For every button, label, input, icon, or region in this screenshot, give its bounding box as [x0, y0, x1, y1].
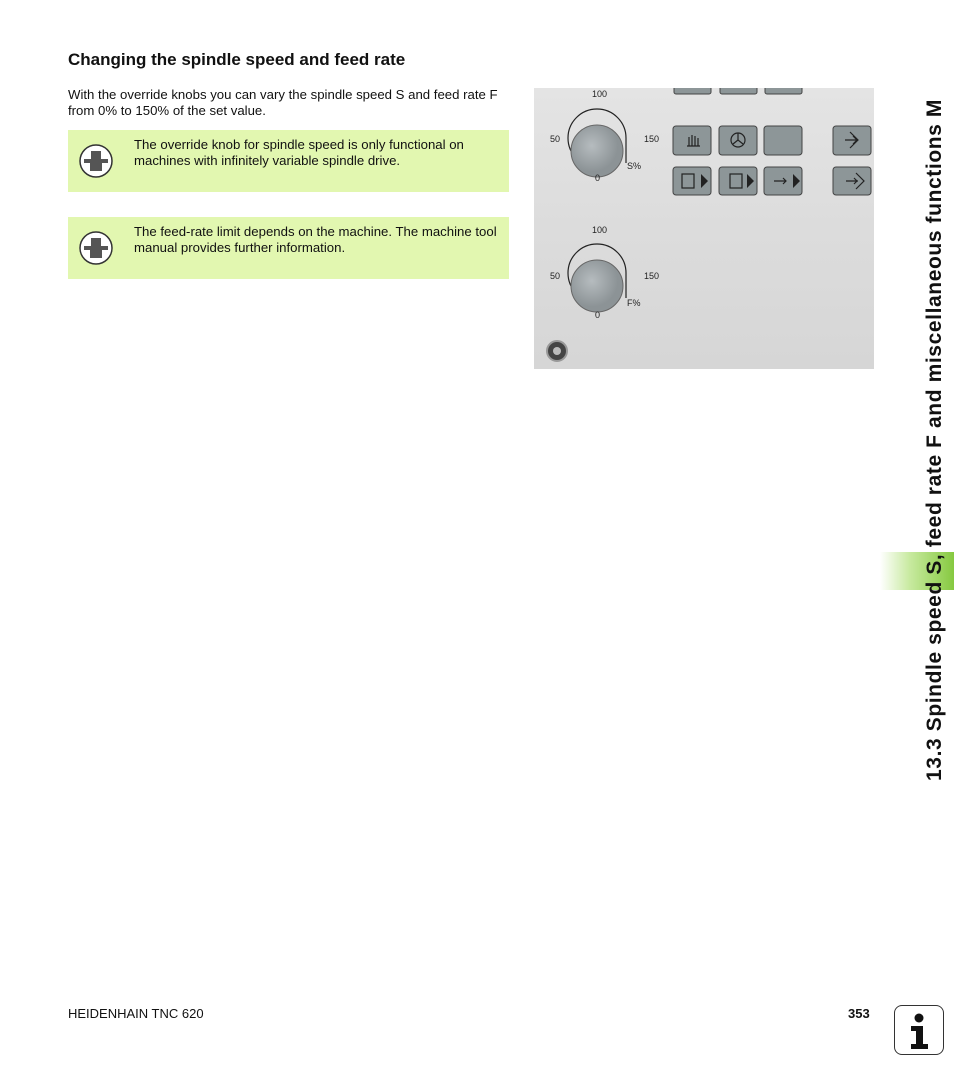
- machine-icon: [78, 143, 114, 179]
- spindle-scale-0: 0: [595, 173, 601, 183]
- feed-scale-0: 0: [595, 310, 601, 320]
- spindle-label: S%: [627, 161, 642, 171]
- note-text: The override knob for spindle speed is only functional on machines with infinitely variable spindle drive.: [134, 137, 464, 168]
- feed-scale-50: 50: [550, 271, 561, 281]
- page-number: 353: [848, 1006, 870, 1021]
- spindle-scale-150: 150: [644, 134, 660, 144]
- intro-paragraph: With the override knobs you can vary the spindle speed S and feed rate F from 0% to 150% of the set value.: [68, 87, 498, 118]
- feed-scale-150: 150: [644, 271, 660, 281]
- spindle-override-knob: [550, 89, 659, 183]
- spindle-scale-100: 100: [592, 89, 608, 99]
- machine-icon: [78, 230, 114, 266]
- feed-label: F%: [627, 298, 641, 308]
- section-heading: Changing the spindle speed and feed rate: [68, 50, 406, 69]
- note-box-spindle: [68, 130, 509, 192]
- machine-panel-photo: [534, 88, 874, 369]
- feed-override-knob: [550, 225, 659, 320]
- chapter-side-title: 13.3 Spindle speed S, feed rate F and miscellaneous functions M: [923, 99, 946, 781]
- note-text: The feed-rate limit depends on the machine. The machine tool manual provides further information.: [134, 224, 497, 255]
- note-box-feed: [68, 217, 509, 279]
- feed-scale-100: 100: [592, 225, 608, 235]
- info-icon: [894, 1005, 944, 1055]
- blank-button: [764, 126, 802, 155]
- spindle-scale-50: 50: [550, 134, 561, 144]
- footer-product: HEIDENHAIN TNC 620: [68, 1006, 204, 1021]
